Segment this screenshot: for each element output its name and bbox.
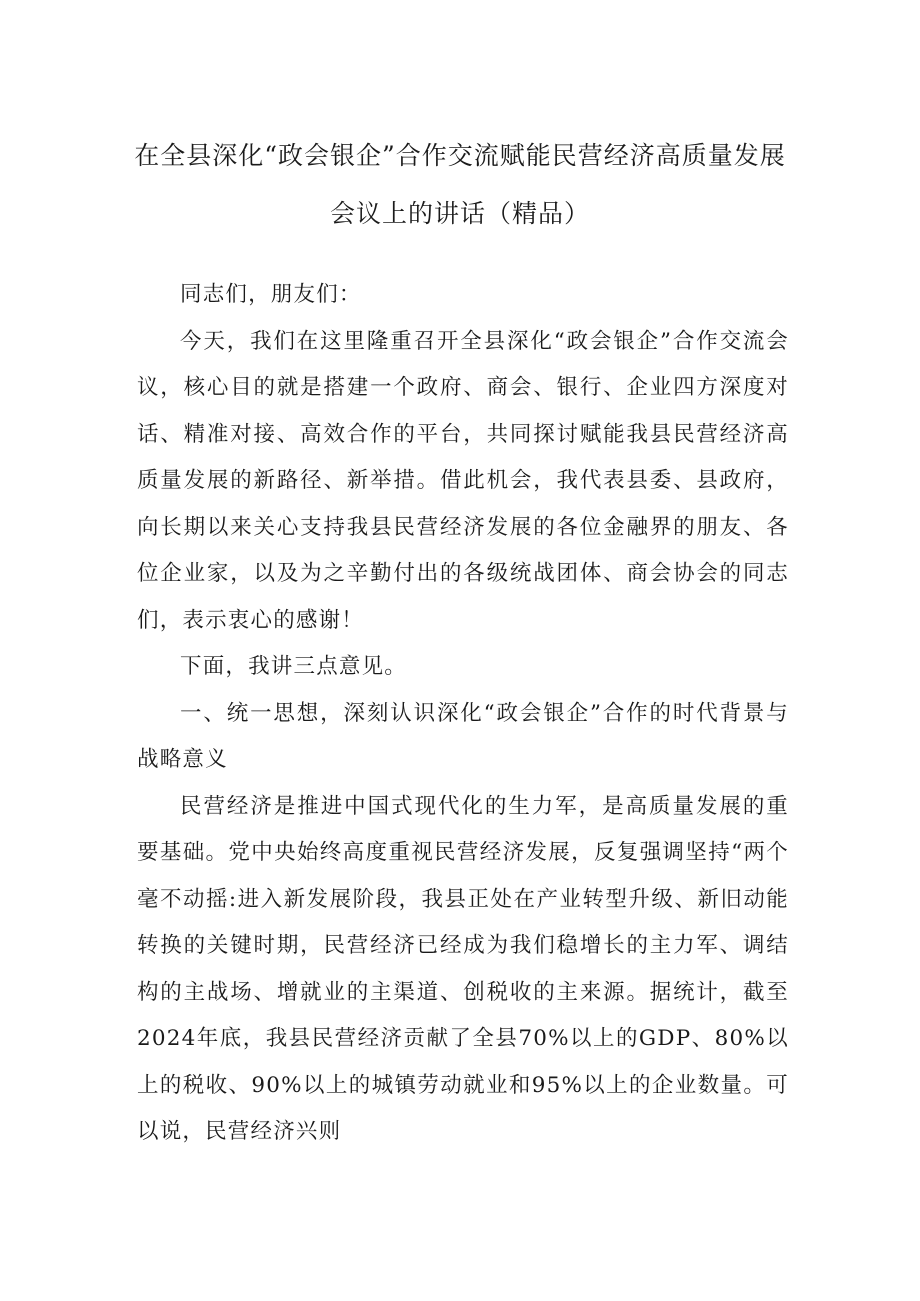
- document-body: [137, 272, 789, 1156]
- document-title-line-1: 在全县深化“政会银企”合作交流赋能民营经济高质量发展: [134, 141, 786, 170]
- section-1-paragraph: 民营经济是推进中国式现代化的生力军，是高质量发展的重要基础。党中央始终高度重视民营经济发展，反复强调坚持“两个毫不动摇:进入新发展阶段，我县正处在产业转型升级、新旧动能转换的关键时期，民营经济已经成为我们稳增长的主力军、调结构的主战场、增就业的主渠道、创税收的主来源。据统计，截至2024年底，我县民营经济贡献了全县70%以上的GDP、80%以上的税收、90%以上的城镇劳动就业和95%以上的企业数量。可以说，民营经济兴则: [137, 793, 789, 1144]
- opening-paragraph: 今天，我们在这里隆重召开全县深化“政会银企”合作交流会议，核心目的就是搭建一个政府、商会、银行、企业四方深度对话、精准对接、高效合作的平台，共同探讨赋能我县民营经济高质量发展的新路径、新举措。借此机会，我代表县委、县政府，向长期以来关心支持我县民营经济发展的各位金融界的朋友、各位企业家，以及为之辛勤付出的各级统战团体、商会协会的同志们，表示衷心的感谢！: [137, 328, 789, 633]
- section-heading-1: 一、统一思想，深刻认识深化“政会银企”合作的时代背景与战略意义: [137, 700, 789, 772]
- transition-paragraph: 下面，我讲三点意见。: [180, 654, 408, 679]
- document-title-line-2: 会议上的讲话（精品）: [329, 199, 590, 228]
- salutation-paragraph: 同志们，朋友们：: [180, 282, 362, 307]
